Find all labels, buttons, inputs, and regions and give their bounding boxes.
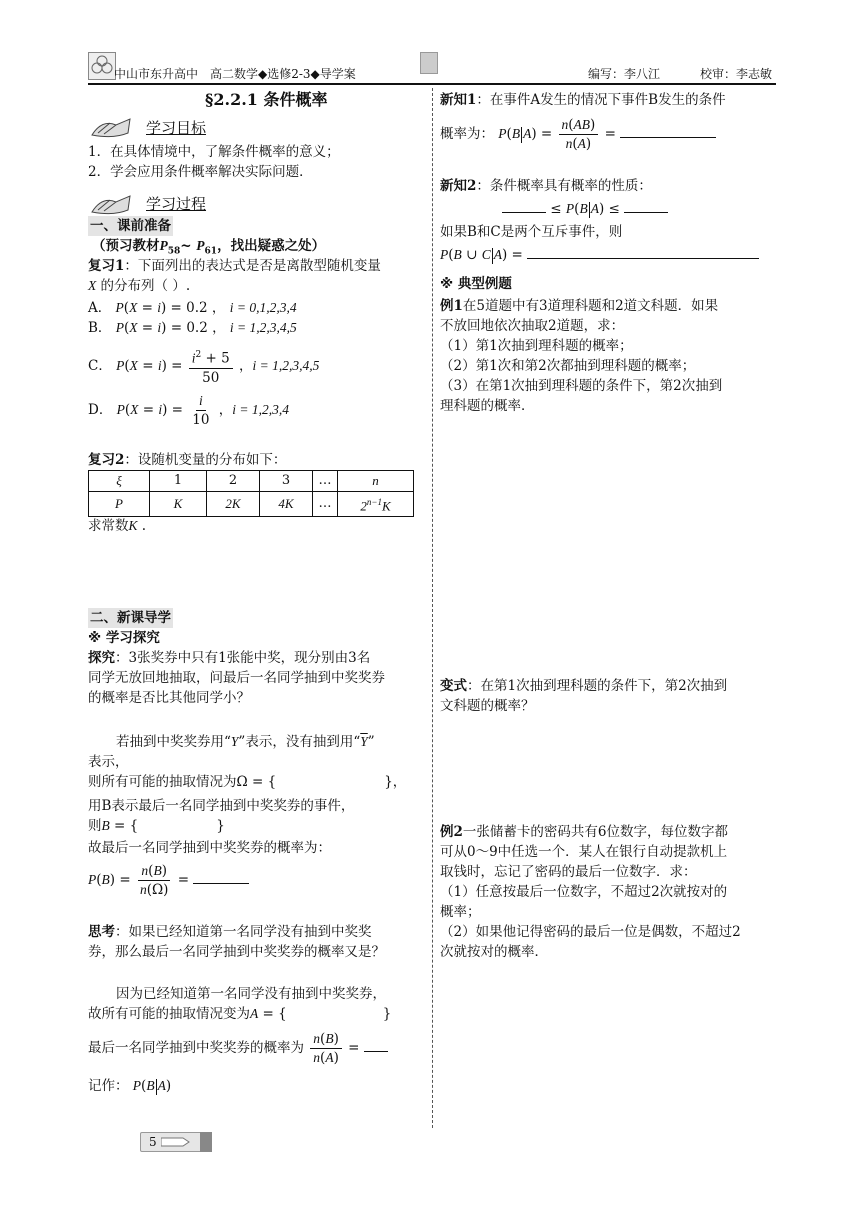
header-emblem-icon [420,52,438,74]
column-divider [432,88,433,1128]
ex1-line-2: 不放回地依次抽取2道题，求： [440,318,625,334]
variant-line-2: 文科题的概率？ [440,698,535,714]
new1-formula: 概率为： P(B A) = $\frac{n(AB)}{n(A)}$ = [440,116,716,153]
newlesson-heading: 二、新课导学 [90,610,171,626]
option-c: C． P(X = i) = $\frac{i^2 + 5}{50}$ ，i = 1,2,3,4,5 [88,346,319,387]
ex2-line-1: 例2一张储蓄卡的密码共有6位数字，每位数字都 [440,824,728,840]
study-icon [90,190,136,216]
study-icon [90,113,136,139]
think-line-1: 思考：如果已经知道第一名同学没有抽到中奖奖 [88,924,372,940]
find-k: 求常数K . [88,518,147,534]
explore-line-2: 同学无放回地抽取，问最后一名同学抽到中奖奖券 [88,670,385,686]
table-row: P K 2K 4K … $2^{n-1}K$ [89,492,414,517]
header-course: 高二数学◆选修2-3◆导学案 [210,67,356,81]
arrow-tab-icon [161,1136,191,1148]
prep-note: （预习教材$P_{58}\sim$ $P_{61}$，找出疑惑之处） [92,238,326,257]
option-b: B． P(X = i) = 0.2 ， i = 1,2,3,4,5 [88,320,297,336]
omega-set: 则所有可能的抽取情况为Ω = { }， [88,774,407,790]
distribution-table [88,470,414,517]
option-a: A． P(X = i) = 0.2 ， i = 0,1,2,3,4 [88,300,297,316]
because-line: 因为已经知道第一名同学没有抽到中奖奖券， [116,986,386,1002]
ex2-line-4: （1）任意按最后一位数字，不超过2次就按对的 [440,884,728,900]
winner-notation-cont: 表示， [88,754,129,770]
header-editor: 编写：李八江 [588,67,661,81]
page-number: 5 [149,1135,157,1149]
prob-statement: 故最后一名同学抽到中奖奖券的概率为： [88,840,331,856]
prob-formula: P(B) = $\frac{n(B)}{n(\Omega)}$ = [88,862,249,899]
review1-question: 复习1：下面列出的表达式是否是离散型随机变量 [88,258,381,274]
ex1-line-3: （1）第1次抽到理科题的概率； [440,338,633,354]
ex2-line-6: （2）如果他记得密码的最后一位是偶数，不超过2 [440,924,741,940]
new1-line-1: 新知1：在事件A发生的情况下事件B发生的条件 [440,92,726,108]
b-set: 则B = { } [88,818,225,834]
think-line-2: 券，那么最后一名同学抽到中奖奖券的概率又是？ [88,944,385,960]
ex2-line-7: 次就按对的概率． [440,944,548,960]
review1-question-cont: X 的分布列（ ）. [88,278,191,294]
review2-question: 复习2：设随机变量的分布如下： [88,452,287,468]
header-logo [88,52,116,80]
goals-heading: 学习目标 [146,119,207,137]
footer-block [200,1132,212,1152]
b-event: 用B表示最后一名同学抽到中奖奖券的事件， [88,798,355,814]
table-row: ξ 1 2 3 … n [89,471,414,492]
examples-heading: ※ 典型例题 [440,276,512,292]
winner-notation: 若抽到中奖奖券用“Y”表示，没有抽到用“$\overline{Y}$” [116,734,375,750]
ex1-line-4: （2）第1次和第2次都抽到理科题的概率； [440,358,696,374]
explore-line-3: 的概率是否比其他同学小？ [88,690,250,706]
explore-heading: ※ 学习探究 [88,630,160,646]
prep-heading: 一、课前准备 [90,218,171,234]
last-prob: 最后一名同学抽到中奖奖券的概率为 $\frac{n(B)}{n(A)}$ = [88,1030,388,1067]
flower-logo-icon [89,53,115,79]
goal-item-1: 1．在具体情境中，了解条件概率的意义； [88,144,340,160]
header-reviewer: 校审：李志敏 [700,67,773,81]
page-title: §2.2.1 条件概率 [205,90,328,109]
header-school: 中山市东升高中 [114,67,199,81]
new2-inequality: ≤ P(B A) ≤ [502,198,668,219]
ex1-line-5: （3）在第1次抽到理科题的条件下，第2次抽到 [440,378,723,394]
option-d: D． P(X = i) = $\frac{i}{10}$ ，i = 1,2,3,4 [88,393,289,428]
variant-line-1: 变式：在第1次抽到理科题的条件下，第2次抽到 [440,678,728,694]
denote-line: 记作： P(B A) [88,1078,172,1094]
mutex-formula: P(B ∪ C A) = [440,244,759,265]
header-rule [88,83,776,85]
ex2-line-5: 概率； [440,904,481,920]
process-heading: 学习过程 [146,195,207,213]
ex1-line-6: 理科题的概率． [440,398,535,414]
new2-line: 新知2：条件概率具有概率的性质： [440,178,652,194]
page-number-tab [140,1132,202,1152]
mutex-line: 如果B和C是两个互斥事件，则 [440,224,623,240]
ex2-line-3: 取钱时，忘记了密码的最后一位数字．求： [440,864,697,880]
explore-line-1: 探究：3张奖券中只有1张能中奖，现分别由3名 [88,650,371,666]
goal-item-2: 2．学会应用条件概率解决实际问题． [88,164,313,180]
a-set: 故所有可能的抽取情况变为A = { } [88,1006,392,1022]
ex1-line-1: 例1在5道题中有3道理科题和2道文科题．如果 [440,298,719,314]
ex2-line-2: 可从0～9中任选一个．某人在银行自动提款机上 [440,844,728,860]
